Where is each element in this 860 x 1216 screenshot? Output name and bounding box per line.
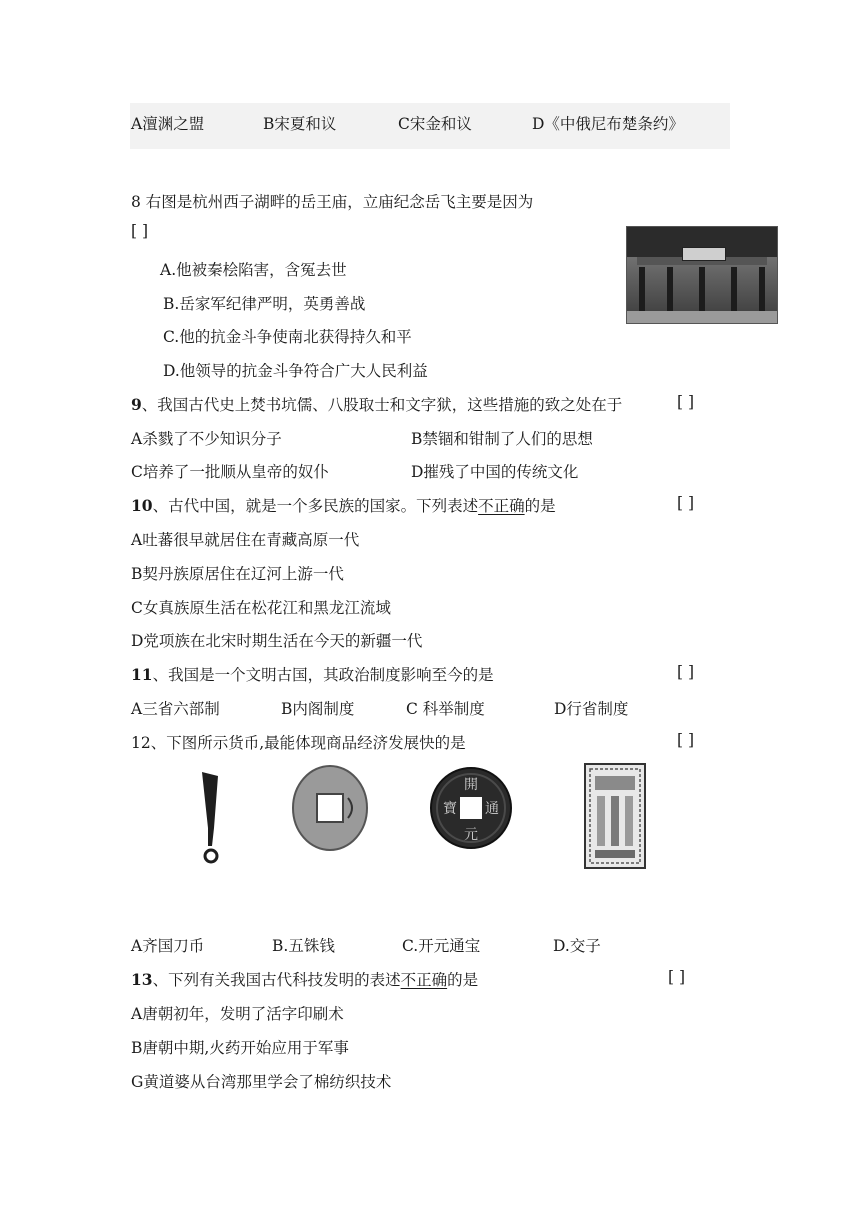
q10-option-c: C女真族原生活在松花江和黑龙江流域 — [131, 599, 391, 617]
q12-option-c: C.开元通宝 — [402, 937, 481, 955]
q13-option-a: A唐朝初年，发明了活字印刷术 — [131, 1005, 344, 1023]
q13-stem: 13、下列有关我国古代科技发明的表述不正确的是 — [131, 970, 479, 989]
q11-option-b: B内阁制度 — [281, 700, 355, 718]
q12-stem: 12、下图所示货币,最能体现商品经济发展快的是 — [131, 734, 466, 752]
svg-text:寶: 寶 — [443, 801, 457, 817]
q9-option-b: B禁锢和钳制了人们的思想 — [411, 430, 593, 448]
q8-option-c: C.他的抗金斗争使南北获得持久和平 — [163, 328, 412, 346]
svg-text:開: 開 — [464, 777, 478, 793]
q12-option-d: D.交子 — [553, 937, 601, 955]
q7-option-d: D《中俄尼布楚条约》 — [532, 115, 684, 133]
svg-text:通: 通 — [485, 801, 499, 817]
q10-bracket: [ ] — [677, 494, 695, 512]
svg-text:元: 元 — [464, 827, 478, 843]
q7-option-c: C宋金和议 — [398, 115, 472, 133]
q8-option-a: A.他被秦桧陷害，含冤去世 — [160, 261, 347, 279]
q12-option-a: A齐国刀币 — [131, 937, 205, 955]
q13-bracket: [ ] — [668, 968, 686, 986]
q9-option-c: C培养了一批顺从皇帝的奴仆 — [131, 463, 329, 481]
knife-coin-icon — [196, 768, 236, 868]
q9-option-d: D摧残了中国的传统文化 — [411, 463, 579, 481]
q7-option-a: A澶渊之盟 — [131, 115, 205, 133]
q8-bracket: [ ] — [131, 222, 149, 240]
yue-temple-photo — [626, 226, 778, 324]
kaiyuan-coin-icon — [428, 765, 514, 851]
jiaozi-note-icon — [583, 762, 647, 870]
wuzhu-coin-icon — [290, 764, 370, 852]
q8-option-b: B.岳家军纪律严明，英勇善战 — [163, 295, 366, 313]
q10-option-b: B契丹族原居住在辽河上游一代 — [131, 565, 344, 583]
q11-option-c: C 科举制度 — [406, 700, 485, 718]
q10-stem: 10、古代中国，就是一个多民族的国家。下列表述不正确的是 — [131, 496, 556, 515]
q11-bracket: [ ] — [677, 663, 695, 681]
q9-stem: 9、我国古代史上焚书坑儒、八股取士和文字狱，这些措施的致之处在于 — [131, 395, 623, 414]
q8-stem: 8 右图是杭州西子湖畔的岳王庙，立庙纪念岳飞主要是因为 — [131, 193, 534, 211]
q9-option-a: A杀戮了不少知识分子 — [131, 430, 282, 448]
q10-option-a: A吐蕃很早就居住在青藏高原一代 — [131, 531, 360, 549]
q9-bracket: [ ] — [677, 393, 695, 411]
q12-option-b: B.五铢钱 — [272, 937, 335, 955]
q13-option-c: G黄道婆从台湾那里学会了棉纺织技术 — [131, 1073, 392, 1091]
q7-option-b: B宋夏和议 — [263, 115, 337, 133]
q10-option-d: D党项族在北宋时期生活在今天的新疆一代 — [131, 632, 423, 650]
q11-option-d: D行省制度 — [554, 700, 629, 718]
q12-bracket: [ ] — [677, 731, 695, 749]
q8-option-d: D.他领导的抗金斗争符合广大人民利益 — [163, 362, 428, 380]
q11-option-a: A三省六部制 — [131, 700, 220, 718]
q11-stem: 11、我国是一个文明古国，其政治制度影响至今的是 — [131, 665, 494, 684]
q13-option-b: B唐朝中期,火药开始应用于军事 — [131, 1039, 349, 1057]
